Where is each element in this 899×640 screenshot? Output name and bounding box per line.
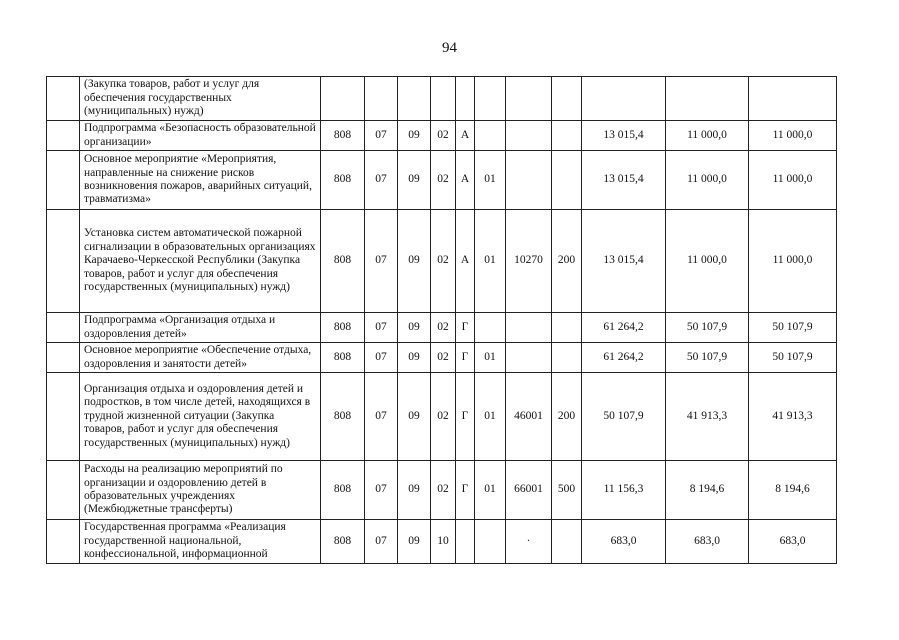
blank-cell (47, 520, 80, 564)
code-cell-c3: 09 (398, 151, 431, 210)
code-cell-c8 (552, 77, 582, 121)
amount-cell-v2: 8 194,6 (666, 461, 749, 520)
code-cell-c5: Г (456, 461, 475, 520)
code-cell-c3 (398, 77, 431, 121)
code-cell-c3: 09 (398, 343, 431, 373)
code-cell-c2: 07 (365, 343, 398, 373)
amount-cell-v2: 11 000,0 (666, 210, 749, 313)
code-cell-c8 (552, 343, 582, 373)
blank-cell (47, 343, 80, 373)
code-cell-c1: 808 (321, 210, 365, 313)
item-name-cell: Организация отдыха и оздоровления детей и подростков, в том числе детей, находящихся в трудной жизненной ситуации (Закупка товаров, работ и услуг для обеспечения государственных (муниципальных) нужд) (80, 373, 321, 461)
amount-cell-v2: 11 000,0 (666, 121, 749, 151)
amount-cell-v1: 13 015,4 (582, 151, 666, 210)
amount-cell-v1: 50 107,9 (582, 373, 666, 461)
amount-cell-v1: 61 264,2 (582, 343, 666, 373)
amount-cell-v3: 41 913,3 (749, 373, 837, 461)
amount-cell-v2: 41 913,3 (666, 373, 749, 461)
code-cell-c4 (431, 77, 456, 121)
code-cell-c7 (506, 343, 552, 373)
code-cell-c6 (475, 520, 506, 564)
code-cell-c7: · (506, 520, 552, 564)
code-cell-c7 (506, 121, 552, 151)
code-cell-c2 (365, 77, 398, 121)
code-cell-c3: 09 (398, 520, 431, 564)
code-cell-c6 (475, 77, 506, 121)
table-row (47, 313, 837, 343)
code-cell-c2: 07 (365, 461, 398, 520)
code-cell-c2: 07 (365, 121, 398, 151)
code-cell-c5: Г (456, 343, 475, 373)
item-name-cell: Основное мероприятие «Обеспечение отдыха, оздоровления и занятости детей» (80, 343, 321, 373)
code-cell-c7: 10270 (506, 210, 552, 313)
amount-cell-v3 (749, 77, 837, 121)
code-cell-c5: А (456, 121, 475, 151)
page-number: 94 (442, 40, 457, 56)
table-row (47, 210, 837, 313)
code-cell-c2: 07 (365, 210, 398, 313)
code-cell-c4: 02 (431, 121, 456, 151)
amount-cell-v1: 683,0 (582, 520, 666, 564)
item-name-cell: Установка систем автоматической пожарной сигнализации в образовательных организациях Карачаево-Черкесской Республики (Закупка товаров, работ и услуг для обеспечения государственных (муниципальных) нужд) (80, 210, 321, 313)
code-cell-c1: 808 (321, 461, 365, 520)
code-cell-c5: Г (456, 313, 475, 343)
code-cell-c8 (552, 520, 582, 564)
amount-cell-v3: 8 194,6 (749, 461, 837, 520)
amount-cell-v1: 13 015,4 (582, 210, 666, 313)
table-row (47, 121, 837, 151)
code-cell-c5: Г (456, 373, 475, 461)
code-cell-c1: 808 (321, 343, 365, 373)
blank-cell (47, 313, 80, 343)
code-cell-c8: 200 (552, 210, 582, 313)
amount-cell-v1: 61 264,2 (582, 313, 666, 343)
amount-cell-v1 (582, 77, 666, 121)
amount-cell-v2: 11 000,0 (666, 151, 749, 210)
code-cell-c3: 09 (398, 210, 431, 313)
code-cell-c6: 01 (475, 373, 506, 461)
amount-cell-v3: 50 107,9 (749, 313, 837, 343)
code-cell-c7 (506, 77, 552, 121)
code-cell-c2: 07 (365, 313, 398, 343)
table-row (47, 461, 837, 520)
amount-cell-v3: 683,0 (749, 520, 837, 564)
item-name-cell: Основное мероприятие «Мероприятия, направленные на снижение рисков возникновения пожаров, аварийных ситуаций, травматизма» (80, 151, 321, 210)
code-cell-c5: А (456, 151, 475, 210)
table-row (47, 520, 837, 564)
code-cell-c3: 09 (398, 121, 431, 151)
item-name-cell: Государственная программа «Реализация государственной национальной, конфессиональной, информационной (80, 520, 321, 564)
code-cell-c7 (506, 151, 552, 210)
amount-cell-v3: 50 107,9 (749, 343, 837, 373)
amount-cell-v3: 11 000,0 (749, 151, 837, 210)
code-cell-c6: 01 (475, 343, 506, 373)
code-cell-c4: 02 (431, 373, 456, 461)
blank-cell (47, 210, 80, 313)
code-cell-c4: 02 (431, 210, 456, 313)
code-cell-c5 (456, 520, 475, 564)
amount-cell-v2: 50 107,9 (666, 343, 749, 373)
code-cell-c1: 808 (321, 151, 365, 210)
code-cell-c6: 01 (475, 151, 506, 210)
code-cell-c7: 46001 (506, 373, 552, 461)
code-cell-c5 (456, 77, 475, 121)
amount-cell-v3: 11 000,0 (749, 210, 837, 313)
code-cell-c2: 07 (365, 373, 398, 461)
code-cell-c8: 200 (552, 373, 582, 461)
blank-cell (47, 373, 80, 461)
code-cell-c3: 09 (398, 373, 431, 461)
code-cell-c2: 07 (365, 151, 398, 210)
amount-cell-v2: 683,0 (666, 520, 749, 564)
table-row (47, 373, 837, 461)
code-cell-c1: 808 (321, 121, 365, 151)
blank-cell (47, 121, 80, 151)
blank-cell (47, 77, 80, 121)
code-cell-c8: 500 (552, 461, 582, 520)
blank-cell (47, 151, 80, 210)
code-cell-c6 (475, 121, 506, 151)
item-name-cell: Расходы на реализацию мероприятий по организации и оздоровлению детей в образовательных учреждениях (Межбюджетные трансферты) (80, 461, 321, 520)
code-cell-c4: 02 (431, 461, 456, 520)
item-name-cell: Подпрограмма «Безопасность образовательной организации» (80, 121, 321, 151)
amount-cell-v2: 50 107,9 (666, 313, 749, 343)
item-name-cell: (Закупка товаров, работ и услуг для обеспечения государственных (муниципальных) нужд) (80, 77, 321, 121)
code-cell-c8 (552, 121, 582, 151)
budget-table (46, 76, 837, 564)
code-cell-c1 (321, 77, 365, 121)
code-cell-c7 (506, 313, 552, 343)
code-cell-c3: 09 (398, 461, 431, 520)
code-cell-c2: 07 (365, 520, 398, 564)
code-cell-c6 (475, 313, 506, 343)
amount-cell-v1: 13 015,4 (582, 121, 666, 151)
table-row (47, 151, 837, 210)
amount-cell-v3: 11 000,0 (749, 121, 837, 151)
code-cell-c4: 10 (431, 520, 456, 564)
code-cell-c4: 02 (431, 151, 456, 210)
table-row (47, 77, 837, 121)
code-cell-c4: 02 (431, 343, 456, 373)
code-cell-c3: 09 (398, 313, 431, 343)
code-cell-c1: 808 (321, 313, 365, 343)
code-cell-c4: 02 (431, 313, 456, 343)
amount-cell-v2 (666, 77, 749, 121)
table-row (47, 343, 837, 373)
code-cell-c1: 808 (321, 373, 365, 461)
code-cell-c7: 66001 (506, 461, 552, 520)
amount-cell-v1: 11 156,3 (582, 461, 666, 520)
code-cell-c8 (552, 313, 582, 343)
code-cell-c8 (552, 151, 582, 210)
blank-cell (47, 461, 80, 520)
code-cell-c5: А (456, 210, 475, 313)
code-cell-c1: 808 (321, 520, 365, 564)
item-name-cell: Подпрограмма «Организация отдыха и оздоровления детей» (80, 313, 321, 343)
code-cell-c6: 01 (475, 461, 506, 520)
code-cell-c6: 01 (475, 210, 506, 313)
